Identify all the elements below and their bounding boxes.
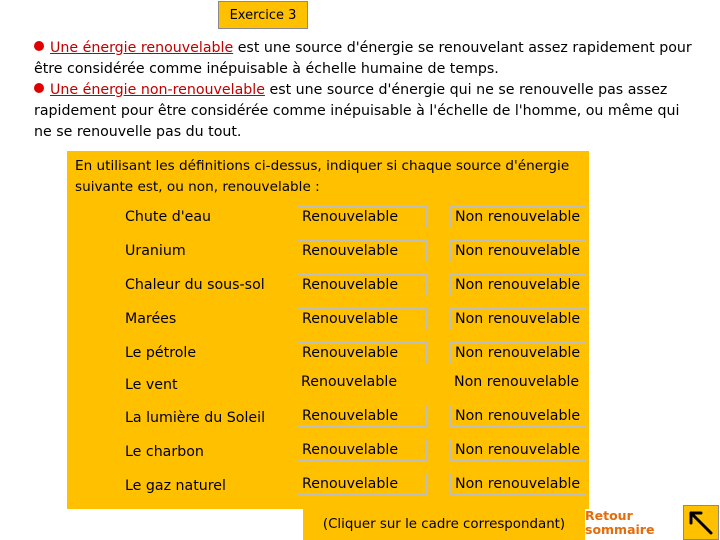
red-bullet-icon bbox=[34, 83, 44, 93]
exercise-title: Exercice 3 bbox=[218, 1, 308, 29]
renewable-choice[interactable]: Renouvelable bbox=[297, 308, 427, 330]
back-link-line-1: Retour bbox=[585, 508, 633, 523]
quiz-row bbox=[67, 439, 589, 465]
definition-nonrenewable bbox=[34, 80, 694, 143]
quiz-row bbox=[67, 405, 589, 431]
energy-source-label: La lumière du Soleil bbox=[125, 410, 266, 426]
renewable-choice[interactable]: Renouvelable bbox=[297, 342, 427, 364]
quiz-row bbox=[67, 308, 589, 334]
energy-source-label: Chute d'eau bbox=[125, 209, 212, 225]
nonrenewable-choice[interactable]: Non renouvelable bbox=[450, 274, 586, 296]
energy-source-label: Le vent bbox=[125, 377, 178, 393]
click-hint: (Cliquer sur le cadre correspondant) bbox=[303, 509, 585, 540]
renewable-choice[interactable]: Renouvelable bbox=[301, 374, 398, 390]
nonrenewable-term: Une énergie non-renouvelable bbox=[50, 82, 265, 98]
quiz-row bbox=[67, 371, 589, 397]
energy-source-label: Le charbon bbox=[125, 444, 204, 460]
definitions-block bbox=[34, 38, 694, 143]
quiz-row bbox=[67, 473, 589, 499]
quiz-row bbox=[67, 206, 589, 232]
renewable-choice[interactable]: Renouvelable bbox=[297, 473, 427, 495]
quiz-row bbox=[67, 274, 589, 300]
renewable-choice[interactable]: Renouvelable bbox=[297, 405, 427, 427]
back-to-summary-link[interactable] bbox=[585, 509, 670, 537]
red-bullet-icon bbox=[34, 41, 44, 51]
quiz-row bbox=[67, 342, 589, 368]
nonrenewable-choice[interactable]: Non renouvelable bbox=[450, 473, 586, 495]
back-link-line-2: sommaire bbox=[585, 522, 655, 537]
renewable-choice[interactable]: Renouvelable bbox=[297, 439, 427, 461]
definition-renewable bbox=[34, 38, 694, 80]
energy-source-label: Le pétrole bbox=[125, 345, 197, 361]
renewable-choice[interactable]: Renouvelable bbox=[297, 274, 427, 296]
nonrenewable-choice[interactable]: Non renouvelable bbox=[450, 206, 586, 228]
renewable-definition-text: est une source d'énergie se renouvelant assez rapidement pour être considérée comme inépuisable à échelle humaine de temps. bbox=[34, 40, 692, 77]
quiz-row bbox=[67, 240, 589, 266]
renewable-choice[interactable]: Renouvelable bbox=[297, 240, 427, 262]
energy-source-label: Uranium bbox=[125, 243, 186, 259]
nonrenewable-choice[interactable]: Non renouvelable bbox=[454, 374, 580, 390]
nonrenewable-choice[interactable]: Non renouvelable bbox=[450, 342, 586, 364]
nonrenewable-choice[interactable]: Non renouvelable bbox=[450, 308, 586, 330]
nonrenewable-choice[interactable]: Non renouvelable bbox=[450, 405, 586, 427]
nonrenewable-choice[interactable]: Non renouvelable bbox=[450, 439, 586, 461]
energy-source-label: Le gaz naturel bbox=[125, 478, 226, 494]
energy-source-label: Chaleur du sous-sol bbox=[125, 277, 265, 293]
nonrenewable-definition-text: est une source d'énergie qui ne se renouvelle pas assez rapidement pour être considérée comme inépuisable à l'échelle de l'homme, ou même qui ne se renouvelle pas du tout. bbox=[34, 82, 680, 140]
return-arrow-icon bbox=[684, 506, 718, 539]
nonrenewable-choice[interactable]: Non renouvelable bbox=[450, 240, 586, 262]
renewable-term: Une énergie renouvelable bbox=[50, 40, 234, 56]
back-button[interactable] bbox=[683, 505, 719, 540]
energy-source-label: Marées bbox=[125, 311, 177, 327]
renewable-choice[interactable]: Renouvelable bbox=[297, 206, 427, 228]
quiz-instruction: En utilisant les définitions ci-dessus, indiquer si chaque source d'énergie suivante est, ou non, renouvelable : bbox=[75, 158, 570, 195]
quiz-panel bbox=[67, 151, 589, 509]
